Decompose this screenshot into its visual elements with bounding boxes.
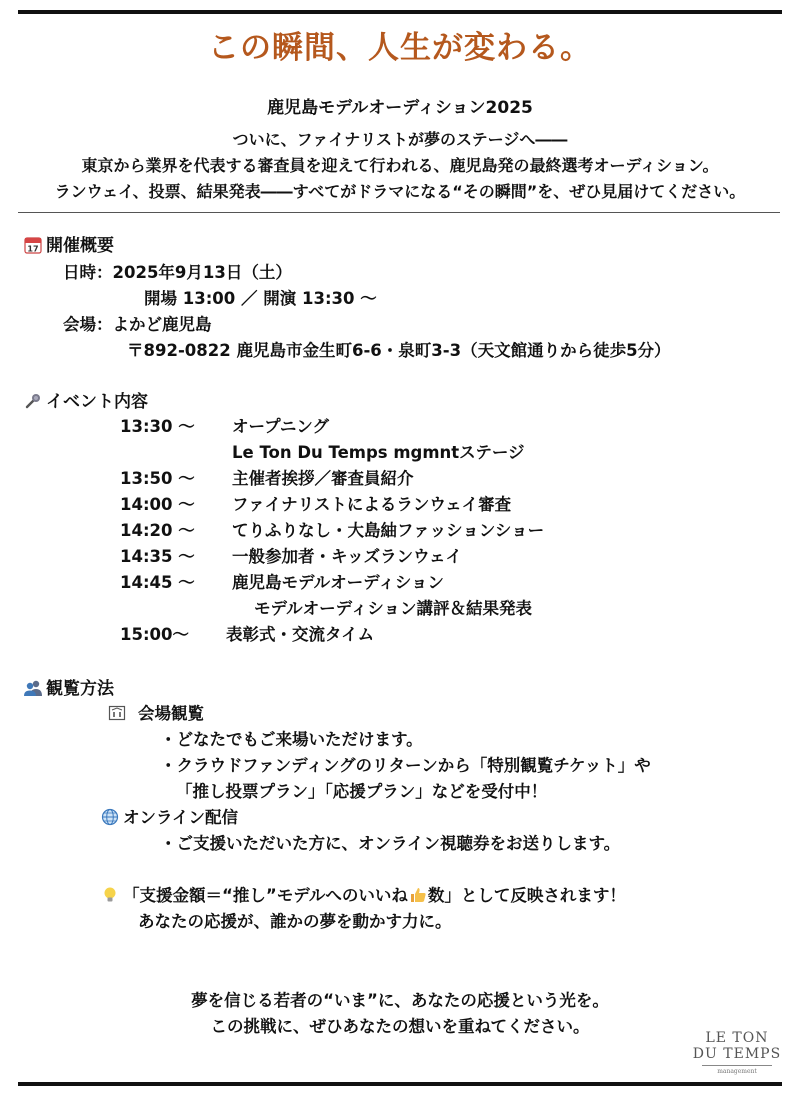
venue-viewing-line: ・どなたでもご来場いただけます。 — [160, 730, 423, 749]
support-note: 「支援金額＝“推し”モデルへのいいね 数」として反映されます！ — [101, 882, 626, 906]
headline: この瞬間、人生が変わる。 — [208, 30, 592, 66]
page-title: 鹿児島モデルオーディション2025 — [267, 98, 533, 118]
viewing-heading: 観覧方法 — [24, 674, 114, 699]
schedule-label: オープニング — [232, 417, 330, 436]
schedule-label: てりふりなし・大島紬ファッションショー — [232, 521, 545, 540]
venue-viewing-line: 「推し投票プラン」「応援プラン」などを受付中！ — [176, 782, 548, 801]
overview-datetime: 日時：2025年9月13日（土） — [63, 263, 292, 282]
bottom-border — [18, 1082, 782, 1086]
overview-venue: 会場：よかど鹿児島 — [63, 315, 212, 334]
thumbs-up-icon — [409, 886, 427, 904]
online-line: ・ご支援いただいた方に、オンライン視聴券をお送りします。 — [160, 834, 621, 853]
venue-viewing-line: ・クラウドファンディングのリターンから「特別観覧チケット」や — [160, 756, 651, 775]
intro-line-1: ついに、ファイナリストが夢のステージへ―― — [232, 130, 568, 149]
online-heading: オンライン配信 — [101, 804, 238, 828]
brand-logo: LE TON DU TEMPS management — [692, 1030, 782, 1075]
section-divider — [18, 212, 780, 213]
schedule-time: 13:30 〜 — [120, 417, 195, 436]
intro-line-3: ランウェイ、投票、結果発表――すべてがドラマになる“その瞬間”を、ぜひ見届けてください。 — [54, 182, 746, 201]
closing-line-2: この挑戦に、ぜひあなたの想いを重ねてください。 — [210, 1017, 590, 1036]
closing-line-1: 夢を信じる若者の“いま”に、あなたの応援という光を。 — [191, 991, 609, 1010]
schedule-time: 15:00〜 — [120, 625, 190, 644]
schedule-time: 14:00 〜 — [120, 495, 195, 514]
svg-text:17: 17 — [27, 244, 39, 254]
schedule-time: 14:45 〜 — [120, 573, 195, 592]
schedule-label: 表彰式・交流タイム — [226, 625, 375, 644]
intro-line-2: 東京から業界を代表する審査員を迎えて行われる、鹿児島発の最終選考オーディション。 — [81, 156, 719, 175]
overview-times: 開場 13:00 ／ 開演 13:30 〜 — [144, 289, 377, 308]
microphone-icon — [24, 392, 42, 410]
event-heading: イベント内容 — [24, 387, 148, 412]
schedule-label: ファイナリストによるランウェイ審査 — [232, 495, 512, 514]
lightbulb-icon — [101, 886, 119, 904]
venue-viewing-heading: 会場観覧 — [108, 700, 204, 724]
schedule-label: 主催者挨拶／審査員紹介 — [232, 469, 414, 488]
schedule-label: 一般参加者・キッズランウェイ — [232, 547, 463, 566]
calendar-icon — [24, 236, 42, 254]
schedule-label: 鹿児島モデルオーディション — [232, 573, 445, 592]
schedule-label: Le Ton Du Temps mgmntステージ — [232, 443, 525, 462]
schedule-time: 13:50 〜 — [120, 469, 195, 488]
overview-heading: 17 開催概要 — [24, 231, 114, 256]
support-note-line: あなたの応援が、誰かの夢を動かす力に。 — [138, 912, 452, 931]
venue-icon — [108, 704, 126, 722]
overview-address: 〒892-0822 鹿児島市金生町6-6・泉町3-3（天文館通りから徒歩5分） — [127, 341, 671, 360]
schedule-label: モデルオーディション講評＆結果発表 — [254, 599, 533, 618]
globe-icon — [101, 808, 119, 826]
schedule-time: 14:20 〜 — [120, 521, 195, 540]
people-icon — [24, 679, 42, 697]
schedule-time: 14:35 〜 — [120, 547, 195, 566]
top-border — [18, 10, 782, 14]
